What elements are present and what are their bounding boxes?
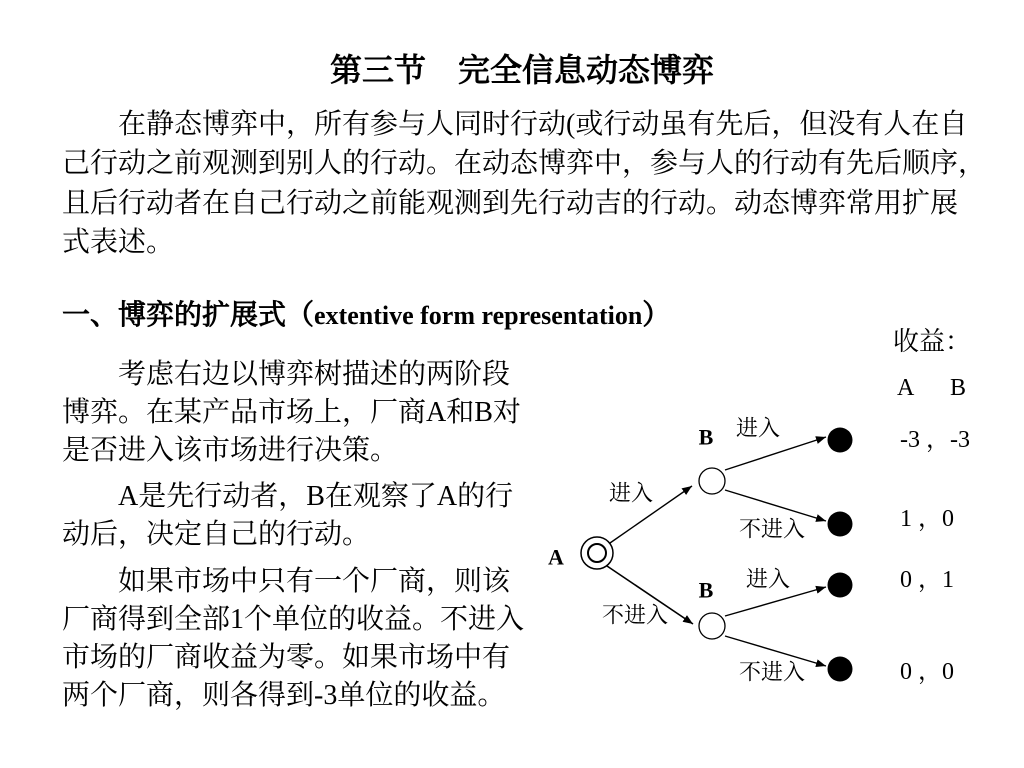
body-line: 市场的厂商收益为零。如果市场中有 <box>62 642 511 673</box>
root-player-label: A <box>548 544 564 570</box>
decision-node-b-lower <box>699 613 725 639</box>
intro-line: 且后行动者在自己行动之前能观测到先行动吉的行动。动态博弈常用扩展 <box>62 187 959 219</box>
terminal-node-1 <box>828 428 853 453</box>
action-label-b-lower-not-enter: 不进入 <box>738 659 806 685</box>
body-paragraph-3 <box>62 563 537 715</box>
action-label-b-upper-enter: 进入 <box>735 415 781 441</box>
root-node-a <box>581 537 613 569</box>
body-line: A是先行动者，B在观察了A的行 <box>118 481 514 512</box>
decision-node-b-upper <box>699 468 725 494</box>
payoff-2: 1 ，0 <box>900 506 954 532</box>
terminal-node-4 <box>828 657 853 682</box>
body-paragraph-1 <box>62 356 537 470</box>
intro-line: 己行动之前观测到别人的行动。在动态博弈中，参与人的行动有先后顺序， <box>62 148 987 180</box>
section-heading-close: ） <box>642 300 671 331</box>
action-label-b-lower-enter: 进入 <box>745 566 791 592</box>
payoff-column-b: B <box>950 375 967 401</box>
intro-paragraph <box>62 105 1002 263</box>
body-line: 动后，决定自己的行动。 <box>62 519 371 550</box>
game-tree <box>540 405 860 695</box>
edge-b-upper-enter <box>725 437 826 470</box>
body-line: 两个厂商，则各得到-3单位的收益。 <box>62 680 506 711</box>
b-upper-player-label: B <box>698 424 714 450</box>
intro-line: 式表述。 <box>62 227 175 259</box>
section-heading-english: extentive form representation <box>314 301 643 330</box>
payoff-column-a: A <box>897 375 915 401</box>
page-title: 第三节 完全信息动态博弈 <box>329 52 714 88</box>
body-line: 是否进入该市场进行决策。 <box>62 435 399 466</box>
payoff-1: -3 ，-3 <box>900 427 970 453</box>
payoff-3: 0 ，1 <box>900 567 954 593</box>
body-paragraph-2 <box>62 478 537 554</box>
section-heading-label: 一、博弈的扩展式（ <box>62 300 315 331</box>
body-line: 博弈。在某产品市场上，厂商A和B对 <box>62 397 521 428</box>
action-label-b-upper-not-enter: 不进入 <box>738 516 806 542</box>
action-label-a-enter: 进入 <box>608 480 654 506</box>
payoff-header: 收益： <box>893 327 972 356</box>
intro-line: 在静态博弈中，所有参与人同时行动(或行动虽有先后，但没有人在自 <box>118 109 968 140</box>
action-label-a-not-enter: 不进入 <box>601 602 669 628</box>
b-lower-player-label: B <box>698 577 714 603</box>
terminal-node-2 <box>828 512 853 537</box>
body-line: 如果市场中只有一个厂商，则该 <box>118 566 511 597</box>
section-heading <box>62 298 670 334</box>
body-line: 考虑右边以博弈树描述的两阶段 <box>118 359 511 390</box>
body-line: 厂商得到全部1个单位的收益。不进入 <box>62 604 525 635</box>
terminal-node-3 <box>828 573 853 598</box>
payoff-4: 0 ，0 <box>900 659 954 685</box>
